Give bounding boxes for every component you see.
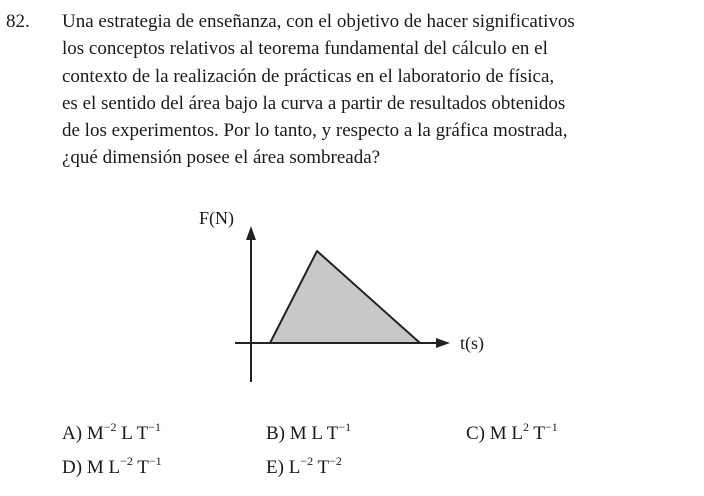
option-c[interactable] <box>466 422 558 446</box>
dimension-symbol: L <box>506 423 524 444</box>
dimension-symbol: M <box>289 423 307 444</box>
option-a[interactable] <box>62 422 161 446</box>
dimension-exponent: −2 <box>329 454 342 468</box>
force-time-graph <box>180 200 520 400</box>
dimension-exponent: −2 <box>300 454 314 468</box>
x-axis-label: t(s) <box>460 333 484 353</box>
dimension-exponent: 2 <box>523 420 530 434</box>
dimension-symbol: L <box>116 423 133 444</box>
question-line: Una estrategia de enseñanza, con el objetivo de hacer significativos <box>62 11 575 32</box>
dimension-exponent: −1 <box>148 420 161 434</box>
option-letter: C) <box>466 423 490 444</box>
option-d[interactable] <box>62 456 162 480</box>
question-line: contexto de la realización de prácticas en el laboratorio de física, <box>62 65 555 87</box>
dimension-exponent: −1 <box>545 420 558 434</box>
dimension-symbol: T <box>313 457 330 478</box>
question-line: los conceptos relativos al teorema fundamental del cálculo en el <box>62 38 548 60</box>
dimension-symbol: M <box>489 423 507 444</box>
x-axis-arrow <box>436 338 450 348</box>
dimension-symbol: T <box>529 423 546 444</box>
option-b[interactable] <box>266 422 351 446</box>
question-line: de los experimentos. Por lo tanto, y respecto a la gráfica mostrada, <box>62 120 568 142</box>
option-letter: B) <box>266 423 290 444</box>
graph-svg <box>180 200 520 400</box>
shaded-area <box>270 251 420 343</box>
question-line: es el sentido del área bajo la curva a partir de resultados obtenidos <box>62 92 566 114</box>
dimension-symbol: L <box>288 457 301 478</box>
dimension-symbol: T <box>132 457 149 478</box>
option-letter: A) <box>62 423 87 444</box>
dimension-symbol: T <box>132 423 149 444</box>
dimension-exponent: −1 <box>148 454 162 468</box>
question-text <box>62 8 698 172</box>
option-letter: D) <box>62 457 87 478</box>
option-letter: E) <box>266 457 289 478</box>
dimension-symbol: L <box>306 423 323 444</box>
dimension-exponent: −2 <box>103 420 117 434</box>
answer-options <box>62 418 682 488</box>
y-axis-label: F(N) <box>199 208 234 228</box>
dimension-symbol: M <box>86 423 104 444</box>
question-line: ¿qué dimensión posee el área sombreada? <box>62 147 381 169</box>
dimension-exponent: −1 <box>338 420 352 434</box>
option-e[interactable] <box>266 456 342 480</box>
question-number: 82. <box>6 11 30 32</box>
dimension-symbol: L <box>103 457 121 478</box>
dimension-symbol: M <box>86 457 104 478</box>
y-axis-arrow <box>246 226 256 240</box>
dimension-exponent: −2 <box>120 454 133 468</box>
dimension-symbol: T <box>322 423 339 444</box>
